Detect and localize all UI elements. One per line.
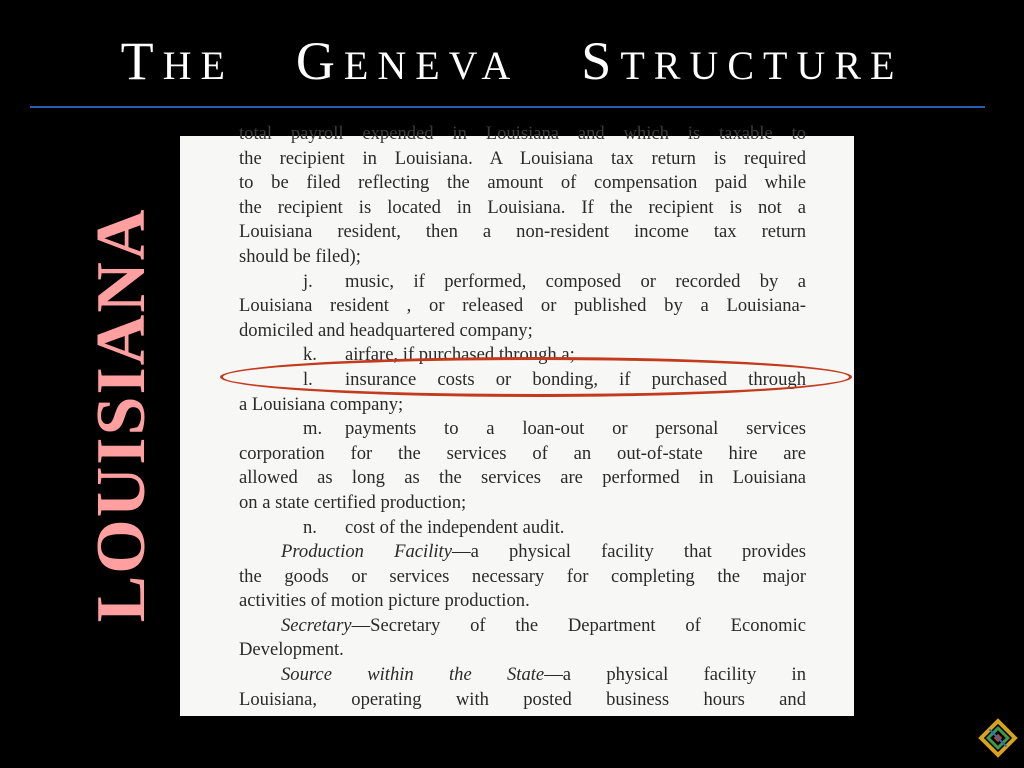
definition-dash: — — [544, 664, 563, 686]
document-line: domiciled and headquartered company; — [239, 319, 533, 341]
list-item-label: n. — [303, 516, 317, 538]
document-text — [239, 122, 806, 712]
definition-continuation: Development. — [239, 639, 344, 661]
definition-first-line — [239, 540, 806, 565]
list-item-text: payments to a loan-out or personal services — [345, 418, 806, 440]
document-line: corporation for the services of an out-of-state hire are — [239, 442, 806, 464]
definition-term: Production Facility — [281, 541, 452, 563]
title-word-3: STRUCTURE — [581, 31, 904, 91]
list-item-text: cost of the independent audit. — [345, 516, 565, 538]
document-line: the recipient is located in Louisiana. If the recipient is not a — [239, 196, 806, 218]
definition-dash: — — [351, 614, 371, 636]
document-excerpt-image — [180, 123, 854, 716]
definition-continuation: activities of motion picture production. — [239, 590, 530, 612]
definition-dash: — — [451, 541, 471, 563]
document-line: Louisiana resident , or released or published by a Louisiana- — [239, 295, 806, 317]
document-line: on a state certified production; — [239, 491, 467, 513]
list-item-label: j. — [303, 270, 313, 292]
side-label-louisiana: LOUISIANA — [83, 207, 160, 623]
document-line: allowed as long as the services are performed in Louisiana — [239, 467, 806, 489]
document-list-item — [239, 516, 806, 541]
list-item-text: music, if performed, composed or recorded by a — [345, 270, 806, 292]
document-line: Louisiana resident, then a non-resident income tax return — [239, 221, 806, 243]
document-list-item — [239, 270, 806, 295]
list-item-label: l. — [303, 368, 313, 390]
definition-text: Secretary of the Department of Economic — [370, 614, 806, 636]
document-line: to be filed reflecting the amount of compensation paid while — [239, 172, 806, 194]
list-item-label: m. — [303, 418, 323, 440]
list-item-text: insurance costs or bonding, if purchased through — [345, 368, 806, 390]
document-line: the recipient in Louisiana. A Louisiana tax return is required — [239, 147, 806, 169]
highlight-ellipse — [220, 357, 852, 397]
slide-title — [0, 30, 1024, 92]
definition-first-line — [239, 663, 806, 688]
geneva-logo-icon — [974, 714, 1022, 762]
definition-term: Secretary — [281, 614, 352, 636]
document-line: should be filed); — [239, 245, 361, 267]
list-item-label: k. — [303, 344, 317, 366]
title-word-1: THE — [120, 31, 234, 91]
title-word-2: GENEVA — [295, 31, 520, 91]
definition-text: a physical facility that provides — [470, 541, 806, 563]
document-line: total payroll expended in Louisiana and which is taxable to — [239, 123, 806, 144]
definition-term: Source within the State — [281, 664, 545, 686]
list-item-text: airfare, if purchased through a; — [345, 344, 575, 366]
document-line: a Louisiana company; — [239, 393, 404, 415]
definition-continuation: Louisiana, operating with posted business hours and — [239, 688, 806, 710]
definition-text: a physical facility in — [562, 664, 806, 686]
title-divider — [30, 106, 985, 108]
definition-continuation: the goods or services necessary for completing the major — [239, 565, 806, 587]
definition-first-line — [239, 614, 806, 639]
document-list-item — [239, 417, 806, 442]
